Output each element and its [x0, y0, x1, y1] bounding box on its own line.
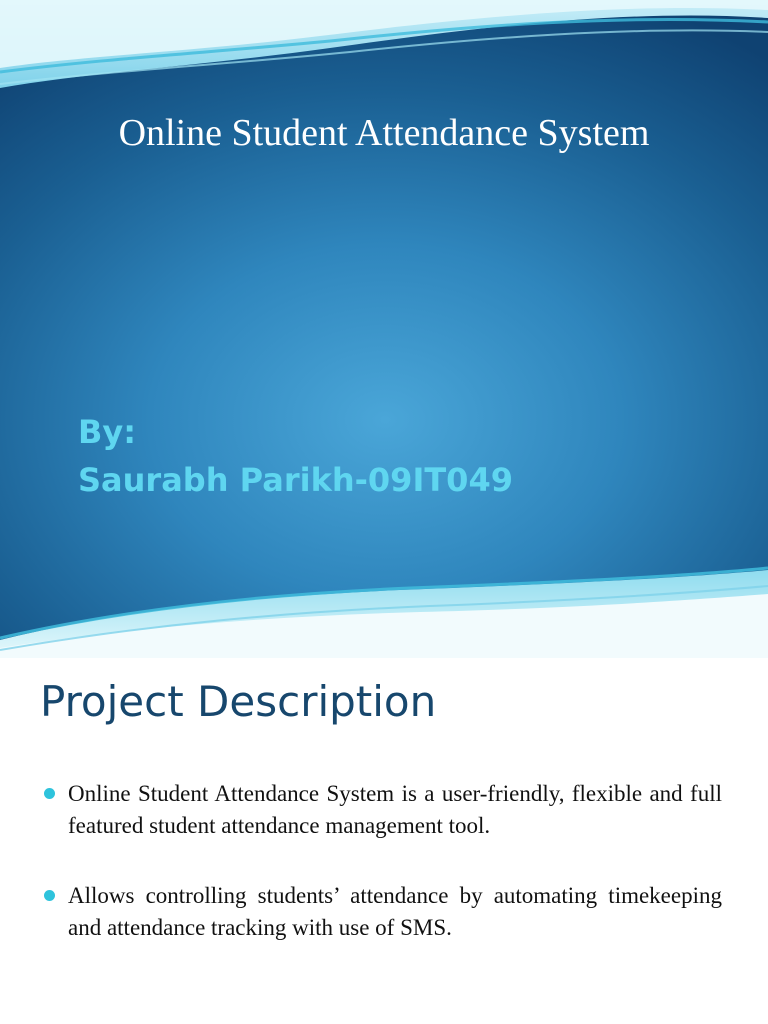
by-label: By: [78, 413, 137, 451]
bullet-dot-icon [44, 788, 55, 799]
content-slide [0, 658, 768, 1024]
bullet-text: Online Student Attendance System is a user-friendly, flexible and full featured student attendance management tool. [68, 781, 722, 838]
bullet-list [40, 778, 722, 982]
bullet-item [40, 778, 722, 842]
bullet-text: Allows controlling students’ attendance by automating timekeeping and attendance tracking with use of SMS. [68, 883, 722, 940]
slide-title: Online Student Attendance System [118, 112, 650, 154]
content-heading: Project Description [40, 677, 437, 726]
bottom-wave-decoration [0, 560, 768, 658]
author-name: Saurabh Parikh-09IT049 [78, 461, 513, 499]
author-block [78, 408, 513, 504]
bullet-item [40, 880, 722, 944]
top-wave-decoration [0, 0, 768, 110]
bullet-dot-icon [44, 890, 55, 901]
